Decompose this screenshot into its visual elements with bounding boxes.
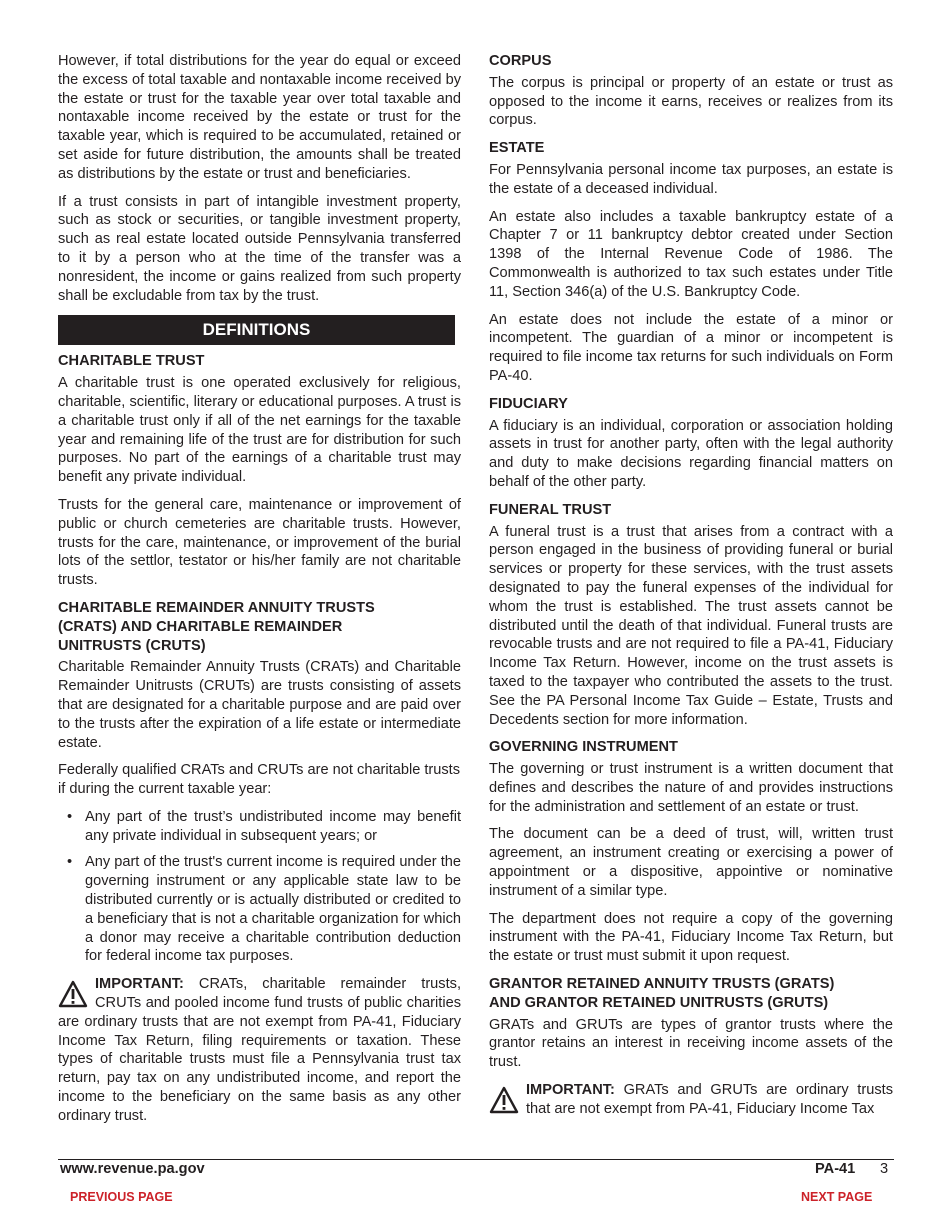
grat-grut-heading bbox=[489, 975, 893, 1013]
definitions-banner: DEFINITIONS bbox=[58, 315, 455, 345]
estate-paragraph-3: An estate does not include the estate of a minor or incompetent. The guardian of a minor or incompetent is required to file income tax returns for such individuals on Form PA-40. bbox=[489, 311, 893, 384]
governing-paragraph-3: The department does not require a copy of the governing instrument with the PA-41, Fiduciary Income Tax Return, but the estate or trust must submit it upon request. bbox=[489, 910, 893, 965]
grat-heading-line-2: AND GRANTOR RETAINED UNITRUSTS (GRUTS) bbox=[489, 994, 829, 1011]
important-label: IMPORTANT: bbox=[95, 976, 184, 993]
important-text: CRATs, charitable remainder trusts, CRUTs and pooled income fund trusts of public charities are ordinary trusts that are not exempt from PA-41, Fiduciary Income Tax Return, filing requirements or taxation. These types of charitable trusts must file a Pennsylvania trust tax return, pay tax on any undistributed income, and report the income to the beneficiary on the same basis as any other ordinary trust. bbox=[58, 976, 461, 1124]
warning-icon bbox=[489, 1085, 519, 1115]
charitable-trust-paragraph: A charitable trust is one operated exclusively for religious, charitable, scientific, literary or educational purposes. A trust is a charitable trust only if all of the net earnings for the taxable year and remaining life of the trust are for distribution for such purposes. No part of the earnings of a charitable trust may benefit any private individual. bbox=[58, 375, 461, 486]
footer-form-number: PA-41 bbox=[815, 1161, 856, 1177]
distributions-paragraph: However, if total distributions for the year do equal or exceed the excess of total taxable and nontaxable income received by the estate or trust for the taxable year over total taxable and nontaxable income received by the estate or trust for the taxable year, which is required to be accumulated, retained or set aside for future distribution, the amounts shall be treated as distributions by the estate or trust and beneficiaries. bbox=[58, 53, 461, 182]
important-text: GRATs and GRUTs are ordinary trusts that are not exempt from PA-41, Fiduciary Income Tax bbox=[526, 1082, 893, 1117]
grat-heading-line-1: GRANTOR RETAINED ANNUITY TRUSTS (GRATS) bbox=[489, 976, 835, 993]
page-number: 3 bbox=[880, 1161, 889, 1177]
estate-heading: ESTATE bbox=[489, 140, 545, 157]
conditions-list bbox=[58, 808, 461, 966]
list-item: • Any part of the trust’s undistributed income may benefit any private individual in subsequent years; or bbox=[67, 808, 461, 844]
crat-heading-line-3: UNITRUSTS (CRUTS) bbox=[58, 637, 206, 654]
intangible-property-paragraph: If a trust consists in part of intangible investment property, such as stock or securities, or tangible investment property, such as real estate located outside Pennsylvania transferred to it by a person who at the time of the transfer was a nonresident, the income or gains realized from such property shall be excludable from tax by the trust. bbox=[58, 193, 461, 304]
charitable-trust-heading: CHARITABLE TRUST bbox=[58, 353, 205, 370]
warning-icon bbox=[58, 979, 88, 1009]
governing-paragraph-2: The document can be a deed of trust, will, written trust agreement, an instrument creating or exercising a power of appointment or a dispositive, appointive or nominative instrument of a similar type. bbox=[489, 826, 893, 899]
right-column bbox=[489, 52, 893, 1128]
crat-crut-heading bbox=[58, 599, 461, 655]
funeral-trust-paragraph: A funeral trust is a trust that arises from a contract with a person engaged in the business of providing funeral or burial services or property for these services, with the trust assets designated to pay the funeral expenses of the individual for whom the trust is established. The trust assets cannot be distributed until the death of that individual. Funeral trusts are revocable trusts and are not required to file a PA-41, Fiduciary Income Tax Return. However, income on the trust assets is taxed to the taxpayer who contributed the assets to the trust. See the PA Personal Income Tax Guide – Estate, Trusts and Decedents section for more information. bbox=[489, 523, 893, 728]
important-note-crats bbox=[58, 975, 461, 1125]
fiduciary-paragraph: A fiduciary is an individual, corporation or association holding assets in trust for another party, often with the legal authority and duty to make decisions regarding financial matters on behalf of the other party. bbox=[489, 417, 893, 490]
bullet-icon: • bbox=[67, 808, 73, 825]
federally-qualified-paragraph: Federally qualified CRATs and CRUTs are not charitable trusts if during the current taxable year: bbox=[58, 762, 461, 798]
left-column bbox=[58, 52, 461, 1135]
footer-website: www.revenue.pa.gov bbox=[60, 1161, 205, 1177]
cemetery-trusts-paragraph: Trusts for the general care, maintenance or improvement of public or church cemeteries are charitable trusts. However, trusts for the care, maintenance, or improvement of the burial lots of the settlor, testator or his/her family are not charitable trusts. bbox=[58, 496, 461, 589]
crat-heading-line-2: (CRATS) AND CHARITABLE REMAINDER bbox=[58, 618, 343, 635]
crat-crut-paragraph: Charitable Remainder Annuity Trusts (CRATs) and Charitable Remainder Unitrusts (CRUTs) are trusts consisting of assets that are designated for a charitable purpose and are paid over to the trusts after the expiration of a life estate or intermediate estate. bbox=[58, 659, 461, 751]
important-note-grats bbox=[489, 1081, 893, 1119]
corpus-heading: CORPUS bbox=[489, 53, 552, 69]
fiduciary-heading: FIDUCIARY bbox=[489, 395, 568, 412]
crat-heading-line-1: CHARITABLE REMAINDER ANNUITY TRUSTS bbox=[58, 599, 375, 616]
list-item: • Any part of the trust's current income is required under the governing instrument or any applicable state law to be distributed currently or is actually distributed or credited to a beneficiary that is not a charitable organization for which a donor may receive a charitable contribution deduction for federal income tax purposes. bbox=[67, 854, 461, 965]
grat-grut-paragraph: GRATs and GRUTs are types of grantor trusts where the grantor retains an interest in receiving income assets of the trust. bbox=[489, 1016, 893, 1071]
corpus-paragraph: The corpus is principal or property of an estate or trust as opposed to the income it earns, receives or realizes from its corpus. bbox=[489, 74, 893, 129]
estate-paragraph-2: An estate also includes a taxable bankruptcy estate of a Chapter 7 or 11 bankruptcy debtor created under Section 1398 of the Internal Revenue Code of 1986. The Commonwealth is authorized to tax such estates under Title 11, Section 346(a) of the U.S. Bankruptcy Code. bbox=[489, 208, 893, 300]
previous-page-link[interactable]: PREVIOUS PAGE bbox=[70, 1190, 173, 1204]
next-page-link[interactable]: NEXT PAGE bbox=[801, 1190, 873, 1204]
bullet-icon: • bbox=[67, 854, 73, 871]
governing-instrument-heading: GOVERNING INSTRUMENT bbox=[489, 739, 678, 756]
footer-divider bbox=[58, 1159, 894, 1160]
governing-paragraph-1: The governing or trust instrument is a written document that defines and describes the nature of and provides instructions for the administration and settlement of an estate or trust. bbox=[489, 761, 893, 815]
important-label: IMPORTANT: bbox=[526, 1082, 615, 1099]
funeral-trust-heading: FUNERAL TRUST bbox=[489, 501, 612, 518]
estate-paragraph-1: For Pennsylvania personal income tax purposes, an estate is the estate of a deceased individual. bbox=[489, 161, 893, 197]
